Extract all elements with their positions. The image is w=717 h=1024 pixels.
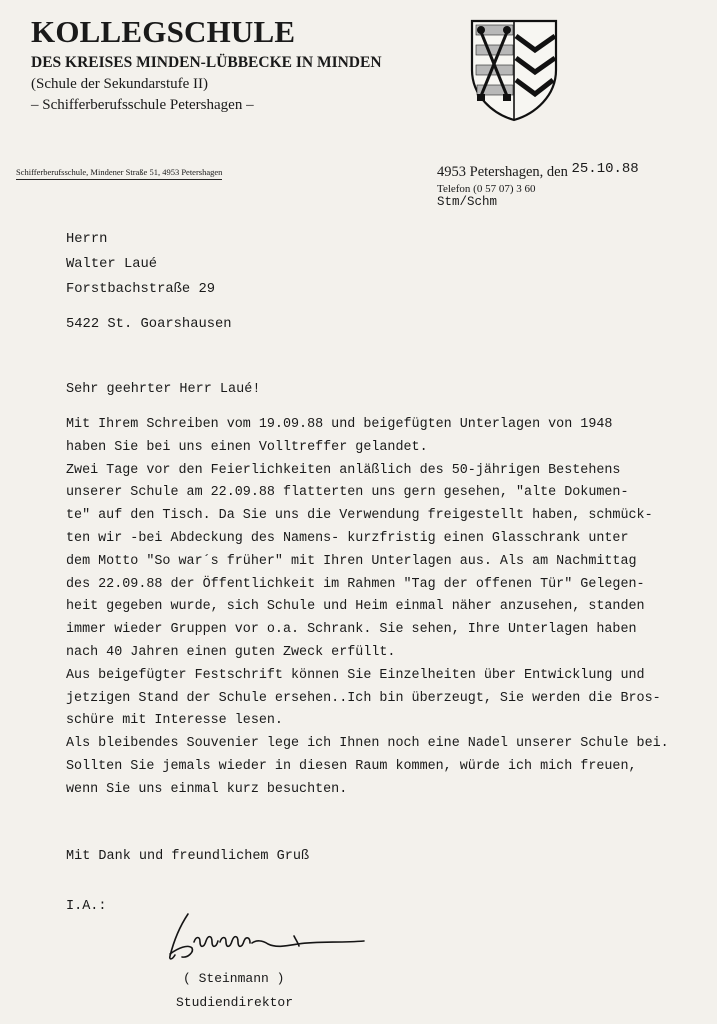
school-branch: – Schifferberufsschule Petershagen – [31,97,254,113]
body-line: Sollten Sie jemals wieder in diesen Raum kommen, würde ich mich freuen, [66,758,637,774]
body-line: Aus beigefügter Festschrift können Sie Einzelheiten über Entwicklung und [66,667,645,683]
body-line: jetzigen Stand der Schule ersehen..Ich bin überzeugt, Sie werden die Bros- [66,690,661,706]
place-date [437,161,639,180]
sender-return-address: Schifferberufsschule, Mindener Straße 51, 4953 Petershagen [16,168,222,180]
ia-marker: I.A.: [66,899,107,914]
place: 4953 Petershagen, den [437,164,568,180]
recipient-city: 5422 St. Goarshausen [66,317,232,332]
body-line: Mit Ihrem Schreiben vom 19.09.88 und beigefügten Unterlagen von 1948 [66,417,613,432]
body-line: ten wir -bei Abdeckung des Namens- kurzfristig einen Glasschrank unter [66,530,629,546]
reference-code: Stm/Schm [437,195,498,209]
body-line: dem Motto "So war´s früher" mit Ihren Unterlagen aus. Als am Nachmittag [66,553,637,569]
body-line: Zwei Tage vor den Feierlichkeiten anläßlich des 50-jährigen Bestehens [66,462,621,478]
coat-of-arms-icon [469,18,559,122]
recipient-name: Walter Laué [66,257,158,272]
body-line: te" auf den Tisch. Da Sie uns die Verwendung freigestellt haben, schmück- [66,508,653,524]
closing: Mit Dank und freundlichem Gruß [66,849,310,864]
body-line: des 22.09.88 der Öffentlichkeit im Rahmen "Tag der offenen Tür" Gelegen- [66,576,645,592]
body-line: schüre mit Interesse lesen. [66,713,283,729]
body-line: unserer Schule am 22.09.88 flatterten uns gern gesehen, "alte Dokumen- [66,485,629,501]
handwritten-signature [158,910,370,968]
recipient-salutation: Herrn [66,232,108,247]
body-line: haben Sie bei uns einen Volltreffer gelandet. [66,439,428,455]
recipient-street: Forstbachstraße 29 [66,282,216,297]
body-line: immer wieder Gruppen vor o.a. Schrank. Sie sehen, Ihre Unterlagen haben [66,622,637,638]
school-district: DES KREISES MINDEN-LÜBBECKE IN MINDEN [31,54,382,71]
phone-number: Telefon (0 57 07) 3 60 [437,183,536,195]
signer-title: Studiendirektor [176,995,294,1010]
signer-name: ( Steinmann ) [183,971,285,986]
greeting: Sehr geehrter Herr Laué! [66,382,261,397]
school-name: KOLLEGSCHULE [31,14,296,49]
body-line: wenn Sie uns einmal kurz besuchten. [66,781,348,797]
body-line: heit gegeben wurde, sich Schule und Heim einmal näher anzusehen, standen [66,599,645,615]
body-line: nach 40 Jahren einen guten Zweck erfüllt. [66,644,396,660]
date: 25.10.88 [571,161,639,177]
body-line: Als bleibendes Souvenier lege ich Ihnen noch eine Nadel unserer Schule bei. [66,736,669,752]
letter-body [66,414,711,802]
school-level: (Schule der Sekundarstufe II) [31,76,209,92]
